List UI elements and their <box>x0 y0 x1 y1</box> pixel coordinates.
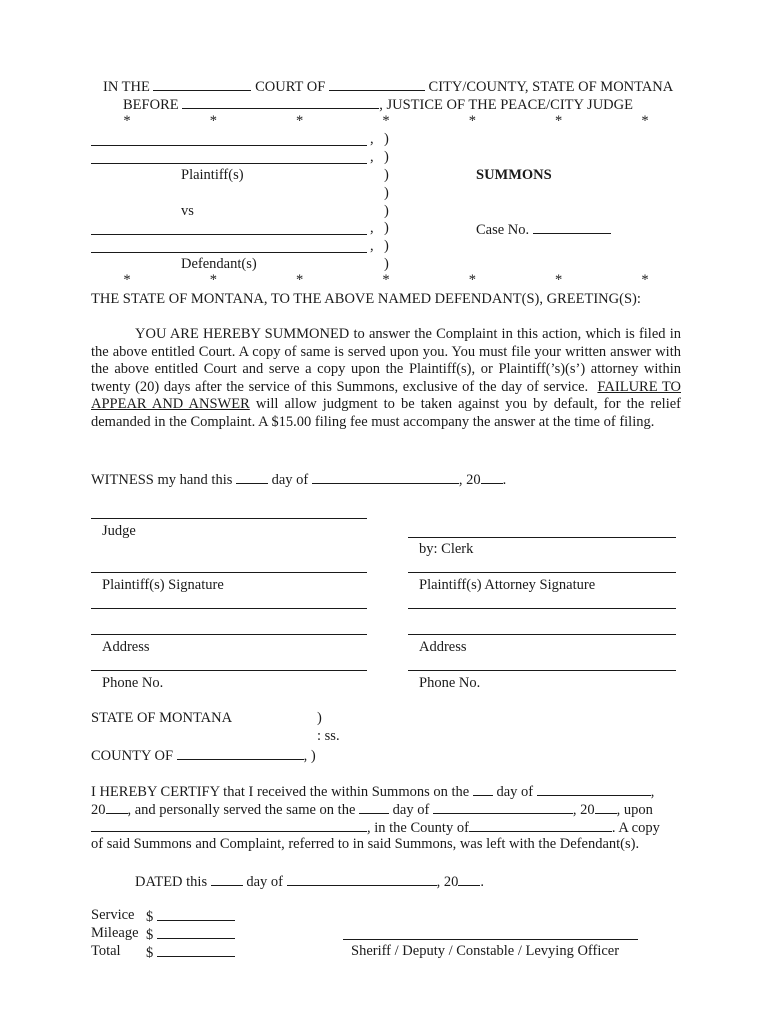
witness-year-label: , 20 <box>458 472 481 488</box>
certify-line-3 <box>91 817 660 837</box>
served-day-blank[interactable] <box>359 799 389 814</box>
paren: ) <box>384 256 389 272</box>
star: * <box>296 272 304 288</box>
comma: , <box>370 238 374 254</box>
attorney-address-line-1[interactable] <box>408 608 676 609</box>
plaintiff-phone-line[interactable] <box>91 670 367 671</box>
service-fee-row <box>146 906 235 926</box>
court-header-line2 <box>123 94 633 114</box>
total-fee-blank[interactable] <box>157 942 235 957</box>
summons-body-paragraph <box>91 326 681 432</box>
witness-month-blank[interactable] <box>312 469 459 484</box>
summons-title: SUMMONS <box>476 167 552 183</box>
failure-to-appear-warning: FAILURE TO APPEAR AND ANSWER <box>91 378 681 413</box>
court-location-blank[interactable] <box>329 76 425 91</box>
star: * <box>123 113 131 129</box>
paren: ) <box>384 238 389 254</box>
plaintiff-address-line-1[interactable] <box>91 608 367 609</box>
plaintiff-signature-label: Plaintiff(s) Signature <box>102 577 224 593</box>
star: * <box>209 272 217 288</box>
mileage-fee-blank[interactable] <box>157 924 235 939</box>
county-of-label: COUNTY OF <box>91 748 174 764</box>
certify-line-2 <box>91 799 653 819</box>
plaintiff-label: Plaintiff(s) <box>181 167 244 183</box>
county-end: , ) <box>303 748 316 764</box>
certify-a-copy: . A copy <box>611 820 660 836</box>
service-fee-label: Service <box>91 907 135 923</box>
certify-text-2: , and personally served the same on the <box>127 802 356 818</box>
witness-line <box>91 469 506 489</box>
officer-signature-line[interactable] <box>343 939 638 940</box>
certify-line-4: of said Summons and Complaint, referred to in said Summons, was left with the Defendant(s). <box>91 836 640 852</box>
attorney-address-line-2[interactable] <box>408 634 676 635</box>
certify-line-1 <box>91 781 654 801</box>
attorney-phone-line[interactable] <box>408 670 676 671</box>
period: . <box>480 874 484 890</box>
court-of-label: COURT OF <box>255 79 326 95</box>
plaintiff-name-line-2[interactable] <box>91 163 367 164</box>
comma: , <box>650 784 655 800</box>
mileage-fee-row <box>146 924 235 944</box>
dated-month-blank[interactable] <box>287 871 437 886</box>
mileage-fee-label: Mileage <box>91 925 139 941</box>
dated-label: DATED this <box>135 874 208 890</box>
served-year-blank[interactable] <box>595 799 617 814</box>
certify-text-1: I HEREBY CERTIFY that I received the within Summons on the <box>91 784 470 800</box>
dated-year-label: , 20 <box>436 874 459 890</box>
paren: ) <box>384 167 389 183</box>
star: * <box>209 113 217 129</box>
star: * <box>296 113 304 129</box>
served-party-blank[interactable] <box>91 817 367 832</box>
defendant-name-line-1[interactable] <box>91 234 367 235</box>
body-text-part1: YOU ARE HEREBY SUMMONED to answer the Complaint in this action, which is filed in the above entitled Court. A copy of same is served upon you. You must file your written answer with the above entitled Court and serve a copy upon the Plaintiff(s), or Plaintiff(’s)(s’) attorney within twenty (20) days after the service of this Summons, exclusive of the day of service. <box>91 326 681 395</box>
certify-year-2: , 20 <box>572 802 595 818</box>
paren: ) <box>384 149 389 165</box>
venue-paren: ) <box>317 710 322 726</box>
star: * <box>641 272 649 288</box>
plaintiff-signature-line[interactable] <box>91 572 367 573</box>
body-text-part2: will allow judgment to be taken against you by default, for the relief demanded in the Complaint. A $15.00 filing fee must accompany the answer at the time of filing. <box>91 396 681 430</box>
by-clerk-label: by: Clerk <box>419 541 474 557</box>
period: . <box>502 472 507 488</box>
case-number-label: Case No. <box>476 222 530 238</box>
certify-upon: , upon <box>616 802 653 818</box>
comma: , <box>370 149 374 165</box>
county-name-blank[interactable] <box>177 745 304 760</box>
court-name-blank[interactable] <box>153 76 251 91</box>
justice-label: , JUSTICE OF THE PEACE/CITY JUDGE <box>379 97 633 113</box>
plaintiff-name-line-1[interactable] <box>91 145 367 146</box>
clerk-signature-line[interactable] <box>408 537 676 538</box>
witness-year-blank[interactable] <box>481 469 503 484</box>
dated-year-blank[interactable] <box>458 871 480 886</box>
witness-day-blank[interactable] <box>236 469 268 484</box>
star: * <box>382 113 390 129</box>
total-fee-row <box>146 942 235 962</box>
received-month-blank[interactable] <box>537 781 651 796</box>
received-year-blank[interactable] <box>106 799 128 814</box>
paren: ) <box>384 185 389 201</box>
case-number-blank[interactable] <box>533 219 611 234</box>
star-divider-top <box>91 112 681 130</box>
paren: ) <box>384 203 389 219</box>
comma: , <box>370 131 374 147</box>
dollar-sign: $ <box>146 945 154 961</box>
received-day-blank[interactable] <box>473 781 493 796</box>
dated-day-of: day of <box>246 874 283 890</box>
ss-label: : ss. <box>317 728 340 744</box>
state-of-montana-venue: STATE OF MONTANA <box>91 710 233 726</box>
judge-name-blank[interactable] <box>182 94 379 109</box>
judge-signature-line[interactable] <box>91 518 367 519</box>
attorney-signature-line[interactable] <box>408 572 676 573</box>
county-of-row <box>91 745 316 765</box>
vs-label: vs <box>181 203 194 219</box>
judge-label: Judge <box>102 523 136 539</box>
certify-day-of-2: day of <box>392 802 430 818</box>
star-divider-bottom <box>91 271 681 289</box>
paren: ) <box>384 131 389 147</box>
certify-county-label: , in the County of <box>367 820 469 836</box>
certify-day-of-1: day of <box>496 784 534 800</box>
star: * <box>468 113 476 129</box>
plaintiff-address-label: Address <box>102 639 150 655</box>
defendant-label: Defendant(s) <box>181 256 257 272</box>
served-month-blank[interactable] <box>433 799 573 814</box>
state-of-montana-label: CITY/COUNTY, STATE OF MONTANA <box>428 79 674 95</box>
plaintiff-phone-label: Phone No. <box>102 675 164 691</box>
dollar-sign: $ <box>146 909 154 925</box>
star: * <box>468 272 476 288</box>
dated-day-blank[interactable] <box>211 871 243 886</box>
witness-label: WITNESS my hand this <box>91 472 233 488</box>
star: * <box>123 272 131 288</box>
greeting: THE STATE OF MONTANA, TO THE ABOVE NAMED DEFENDANT(S), GREETING(S): <box>91 291 641 307</box>
comma: , <box>370 220 374 236</box>
served-county-blank[interactable] <box>469 817 612 832</box>
star: * <box>555 113 563 129</box>
paren: ) <box>384 220 389 236</box>
before-label: BEFORE <box>123 97 179 113</box>
plaintiff-address-line-2[interactable] <box>91 634 367 635</box>
attorney-address-label: Address <box>419 639 467 655</box>
case-number-row <box>476 219 611 239</box>
dated-line <box>135 871 484 891</box>
in-the-label: IN THE <box>103 79 150 95</box>
certify-year-prefix: 20 <box>91 802 106 818</box>
star: * <box>555 272 563 288</box>
attorney-phone-label: Phone No. <box>419 675 481 691</box>
star: * <box>382 272 390 288</box>
attorney-signature-label: Plaintiff(s) Attorney Signature <box>419 577 596 593</box>
defendant-name-line-2[interactable] <box>91 252 367 253</box>
witness-day-of-label: day of <box>271 472 309 488</box>
officer-label: Sheriff / Deputy / Constable / Levying Officer <box>351 943 620 959</box>
court-header-line1 <box>103 76 673 96</box>
dollar-sign: $ <box>146 927 154 943</box>
service-fee-blank[interactable] <box>157 906 235 921</box>
star: * <box>641 113 649 129</box>
total-fee-label: Total <box>91 943 121 959</box>
